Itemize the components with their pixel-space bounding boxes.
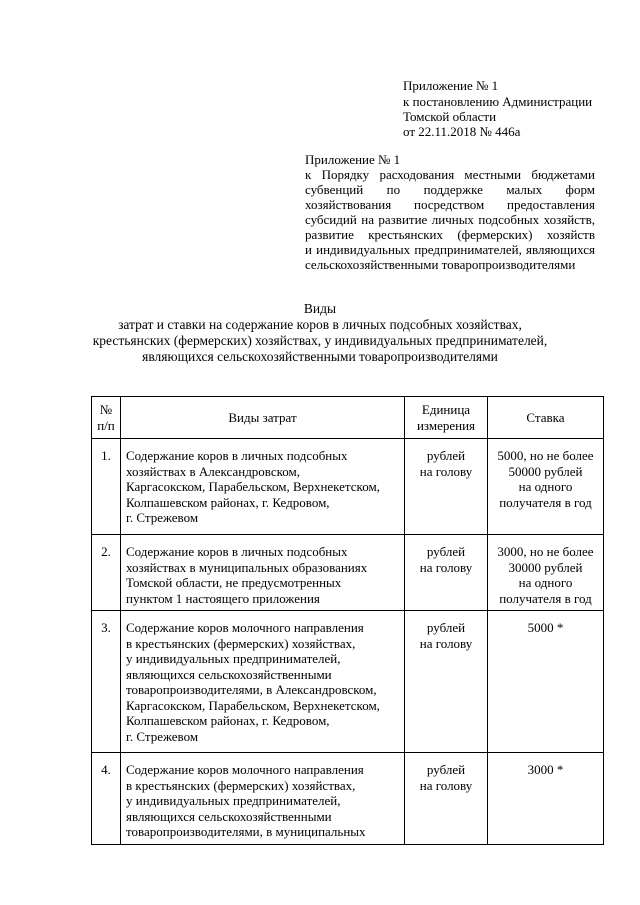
row-number: 4.	[92, 753, 121, 845]
rate-line: получателя в год	[499, 590, 592, 606]
unit-line: рублей	[426, 762, 466, 777]
cost-type-line: товаропроизводителями, в муниципальных	[126, 824, 366, 839]
header-unit-line: Единица	[421, 402, 471, 417]
appendix-procedure-line: субсидий на развитие личных подсобных хозяйств,	[305, 212, 595, 227]
row-rate	[488, 535, 604, 611]
cost-type-line: пунктом 1 настоящего приложения	[126, 590, 320, 606]
row-unit	[405, 439, 488, 535]
cost-type-line: являющихся сельскохозяйственными	[126, 666, 332, 682]
rate-line: 3000 *	[527, 762, 564, 777]
rate-line: 5000, но не более	[497, 448, 594, 463]
header-number-line: п/п	[97, 417, 115, 433]
cost-type-line: хозяйствах в муниципальных образованиях	[126, 559, 368, 575]
header-unit	[405, 397, 488, 439]
table-row	[92, 753, 604, 845]
row-rate	[488, 439, 604, 535]
heading-line: крестьянских (фермерских) хозяйствах, у индивидуальных предпринимателей,	[92, 333, 548, 348]
unit-line: рублей	[426, 448, 466, 463]
row-number: 1.	[92, 439, 121, 535]
cost-type-line: Содержание коров молочного направления	[126, 762, 364, 777]
header-number-line: №	[99, 402, 113, 417]
appendix-procedure-line: к Порядку расходования местными бюджетами	[305, 167, 595, 182]
rate-line: на одного	[518, 575, 573, 590]
unit-line: на голову	[419, 463, 473, 479]
unit-line: на голову	[419, 559, 473, 575]
cost-type-line: Колпашевском районах, г. Кедровом,	[126, 494, 330, 510]
appendix-procedure-line: развитие крестьянских (фермерских) хозяйств	[305, 227, 595, 242]
header-number	[92, 397, 121, 439]
appendix-header-line: Приложение № 1	[403, 78, 499, 93]
appendix-procedure-line: сельскохозяйственными товаропроизводителями	[305, 257, 576, 272]
heading-title: Виды	[303, 301, 337, 316]
row-cost-type	[121, 753, 405, 845]
appendix-procedure-title: Приложение № 1	[305, 152, 401, 167]
rate-line: 3000, но не более	[497, 544, 594, 559]
rate-line: 50000 рублей	[508, 463, 583, 479]
row-cost-type	[121, 611, 405, 753]
row-rate	[488, 753, 604, 845]
cost-type-line: Содержание коров молочного направления	[126, 620, 364, 635]
rate-line: получателя в год	[499, 494, 592, 510]
rate-line: 30000 рублей	[508, 559, 583, 575]
cost-type-line: Томской области, не предусмотренных	[126, 575, 342, 590]
cost-type-line: Содержание коров в личных подсобных	[126, 544, 348, 559]
cost-type-line: Содержание коров в личных подсобных	[126, 448, 348, 463]
table-row	[92, 439, 604, 535]
rate-line: 5000 *	[527, 620, 564, 635]
appendix-procedure-line: и индивидуальных предпринимателей, являющихся	[305, 242, 595, 257]
heading-line: являющихся сельскохозяйственными товаропроизводителями	[142, 349, 498, 364]
header-rate	[488, 397, 604, 439]
header-cost-type	[121, 397, 405, 439]
cost-type-line: Каргасокском, Парабельском, Верхнекетском,	[126, 697, 380, 713]
table-header-row	[92, 397, 604, 439]
unit-line: рублей	[426, 620, 466, 635]
header-cost-type-label: Виды затрат	[228, 409, 297, 425]
rate-line: на одного	[518, 479, 573, 494]
table-row	[92, 535, 604, 611]
unit-line: на голову	[419, 777, 473, 793]
row-rate	[488, 611, 604, 753]
row-unit	[405, 753, 488, 845]
row-cost-type	[121, 535, 405, 611]
cost-type-line: Каргасокском, Парабельском, Верхнекетском,	[126, 479, 380, 494]
appendix-procedure-line: субвенций по поддержке малых форм	[305, 182, 595, 197]
header-rate-label: Ставка	[526, 409, 565, 425]
table-row	[92, 611, 604, 753]
cost-type-line: являющихся сельскохозяйственными	[126, 808, 332, 824]
appendix-procedure-line: хозяйствования посредством предоставления	[305, 197, 595, 212]
cost-type-line: в крестьянских (фермерских) хозяйствах,	[126, 777, 356, 793]
cost-type-line: у индивидуальных предпринимателей,	[126, 793, 341, 808]
appendix-header-line: от 22.11.2018 № 446а	[403, 124, 521, 139]
cost-type-line: в крестьянских (фермерских) хозяйствах,	[126, 635, 356, 651]
cost-type-line: г. Стрежевом	[126, 510, 199, 525]
row-unit	[405, 611, 488, 753]
cost-type-line: товаропроизводителями, в Александровском,	[126, 682, 377, 697]
appendix-header-line: Томской области	[403, 109, 497, 124]
header-unit-line: измерения	[416, 417, 476, 433]
cost-type-line: у индивидуальных предпринимателей,	[126, 651, 341, 666]
row-cost-type	[121, 439, 405, 535]
unit-line: на голову	[419, 635, 473, 651]
cost-rates-table	[91, 396, 604, 845]
unit-line: рублей	[426, 544, 466, 559]
row-number: 3.	[92, 611, 121, 753]
row-number: 2.	[92, 535, 121, 611]
row-unit	[405, 535, 488, 611]
cost-type-line: хозяйствах в Александровском,	[126, 463, 301, 479]
cost-type-line: г. Стрежевом	[126, 728, 199, 744]
appendix-header-line: к постановлению Администрации	[403, 94, 593, 109]
heading-line: затрат и ставки на содержание коров в личных подсобных хозяйствах,	[118, 317, 522, 332]
cost-type-line: Колпашевском районах, г. Кедровом,	[126, 713, 330, 728]
